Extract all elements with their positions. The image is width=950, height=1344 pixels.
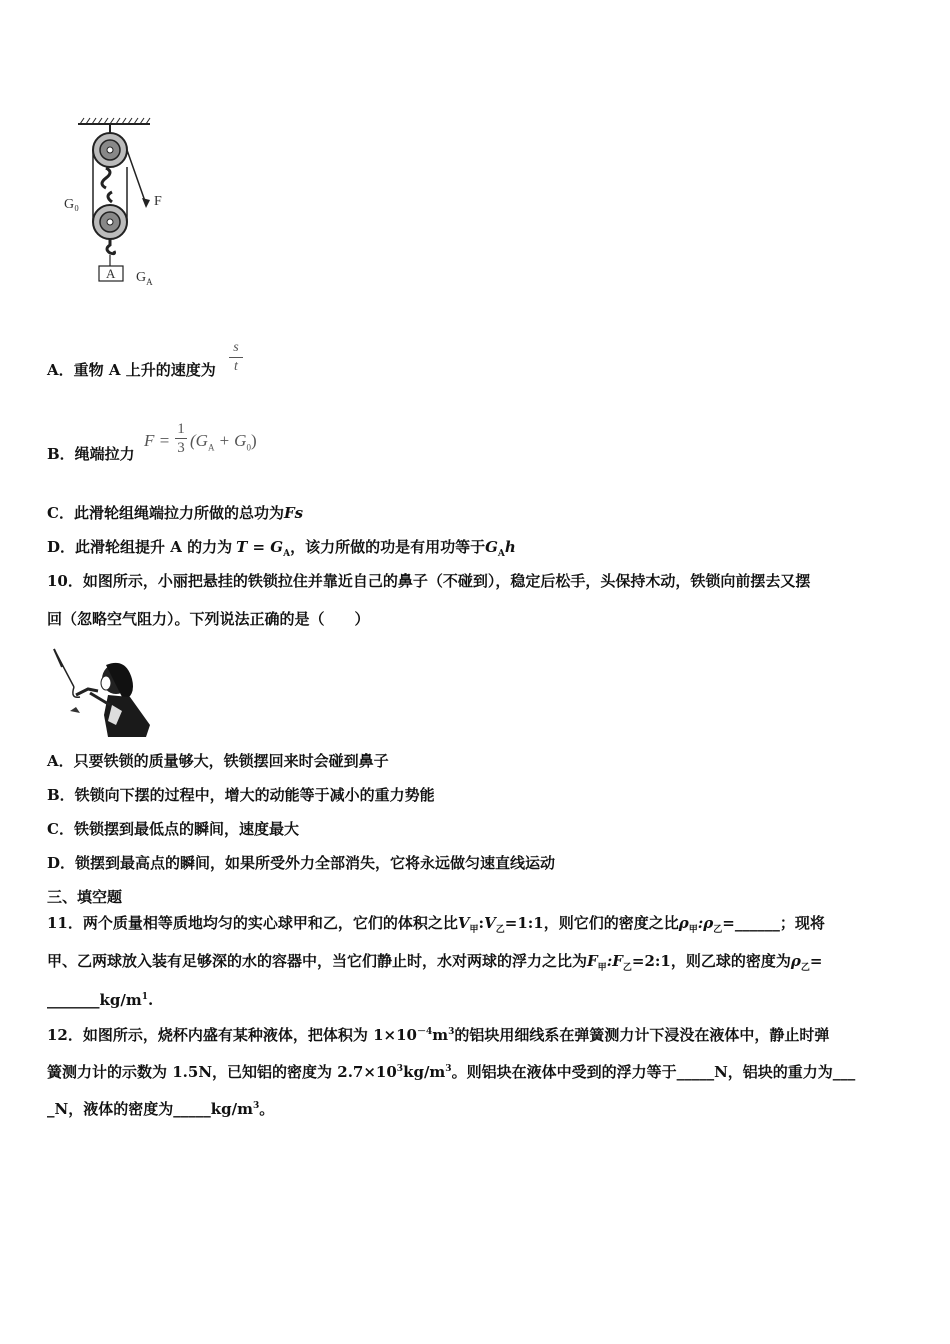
label-ga (136, 270, 153, 287)
fraction-denominator: t (234, 359, 238, 374)
q11-l1-b: =1:1，则它们的密度之比 (504, 914, 679, 932)
girl-pendulum-drawing (48, 645, 156, 740)
q12-line2 (47, 1059, 855, 1082)
q12-l3-b: 。 (259, 1100, 275, 1118)
q11-l2-b: =2:1，则乙球的密度为 (631, 952, 791, 970)
q12-l2-sup2: 3 (445, 1064, 452, 1074)
fraction-s-over-t (229, 340, 243, 375)
q11-l1-v2: V (484, 914, 496, 932)
q12-l1-sup2: 3 (448, 1027, 455, 1037)
q10-stem-line1: 10．如图所示，小丽把悬挂的铁锁拉住并靠近自己的鼻子（不碰到），稳定后松手，头保持木动，铁锁向前摆去又摆 (47, 572, 811, 590)
q10-stem-line2: 回（忽略空气阻力）。下列说法正确的是（ ） (47, 610, 370, 628)
fraction-bar (229, 357, 243, 358)
q11-line3 (47, 987, 153, 1010)
q11-l1-yi2: 乙 (713, 925, 723, 935)
q12-l1-a: 12．如图所示，烧杯内盛有某种液体，把体积为 1×10 (47, 1026, 417, 1044)
q11-l2-f2: :F (606, 952, 623, 970)
pulley-figure (58, 112, 178, 292)
q9-option-d-mid: ，该力所做的功是有用功等于 (290, 538, 486, 556)
pendulum-lock-figure (48, 645, 156, 740)
q12-l1-c: 的铝块用细线系在弹簧测力计下浸没在液体中，静止时弹 (454, 1026, 830, 1044)
formula-sub-0: 0 (246, 442, 251, 453)
q11-line2 (47, 951, 822, 978)
formula-rhs-open: (G (190, 431, 208, 450)
formula-close: ) (250, 431, 257, 450)
q9-option-d-end-g: G (485, 538, 498, 556)
formula-frac (175, 420, 187, 457)
formula-frac-num: 1 (177, 421, 185, 437)
q11-l1-jia: 甲 (469, 925, 479, 935)
formula-lhs: F = (144, 431, 171, 450)
q11-l1-a: 11．两个质量相等质地均匀的实心球甲和乙，它们的体积之比 (47, 914, 458, 932)
q9-option-d-pre: D．此滑轮组提升 A 的力为 (47, 538, 233, 556)
q11-l2-jia: 甲 (597, 963, 607, 973)
q11-l2-f: F (587, 952, 598, 970)
q12-l1-b: m (432, 1026, 449, 1044)
q9-option-b-text: B．绳端拉力 (47, 445, 135, 463)
q11-l1-yi: 乙 (495, 925, 505, 935)
formula-sub-a: A (207, 442, 215, 453)
q11-l1-rho: ρ (678, 914, 689, 932)
q9-option-c-var: Fs (283, 504, 304, 522)
q9-option-a (47, 360, 216, 380)
q12-line1 (47, 1022, 829, 1045)
q9-option-c (47, 503, 303, 523)
q11-l2-rho: ρ (790, 952, 801, 970)
formula-frac-den: 3 (177, 440, 185, 456)
q11-l1-c: =______；现将 (722, 914, 825, 932)
q9-option-d (47, 537, 516, 564)
q12-line3 (47, 1096, 274, 1119)
q10-option-b: B．铁锁向下摆的过程中，增大的动能等于减小的重力势能 (47, 786, 435, 804)
q10-option-d: D．锁摆到最高点的瞬间，如果所受外力全部消失，它将永远做匀速直线运动 (47, 854, 556, 872)
q11-l3: _______kg/m (47, 991, 142, 1009)
q11-l2-c: = (809, 952, 823, 970)
q9-option-a-text: A．重物 A 上升的速度为 (47, 361, 216, 379)
q9-option-d-eq-main: T = G (236, 538, 284, 556)
q12-l1-sup1: －4 (416, 1027, 433, 1037)
q11-l1-jia2: 甲 (688, 925, 698, 935)
section-title: 三、填空题 (47, 888, 123, 906)
q12-l2-a: 簧测力计的示数为 1.5N，已知铝的密度为 2.7×10 (47, 1063, 397, 1081)
formula-rhs (190, 431, 257, 452)
q11-l3-end: . (148, 991, 154, 1009)
q9-option-d-eq (236, 538, 291, 559)
q11-l2-yi: 乙 (622, 963, 632, 973)
q12-l2-c: 。则铝块在液体中受到的浮力等于_____N，铝块的重力为___ (451, 1063, 856, 1081)
formula-plus-g: + G (218, 431, 247, 450)
q11-l2-yi2: 乙 (800, 963, 810, 973)
label-f: F (154, 194, 162, 209)
q9-option-d-end-sub: A (497, 549, 505, 559)
q9-option-d-end (485, 538, 516, 559)
q11-l1-colon: : (478, 914, 485, 932)
q11-l2-a: 甲、乙两球放入装有足够深的水的容器中，当它们静止时，水对两球的浮力之比为 (47, 952, 588, 970)
label-ga-main: G (136, 270, 147, 285)
q9-option-d-end-h: h (504, 538, 516, 556)
q11-l3-sup: 1 (141, 992, 148, 1002)
q9-option-c-text: C．此滑轮组绳端拉力所做的总功为 (47, 504, 284, 522)
q11-l1-v: V (457, 914, 470, 932)
q11-line1 (47, 913, 825, 940)
q10-option-c: C．铁锁摆到最低点的瞬间，速度最大 (47, 820, 299, 838)
q12-l3-sup: 3 (252, 1101, 260, 1111)
q12-l3-a: _N，液体的密度为_____kg/m (47, 1100, 253, 1118)
fraction-numerator: s (233, 340, 239, 355)
q12-l2-b: kg/m (403, 1063, 446, 1081)
q9-option-b (47, 444, 135, 464)
q9-option-d-eq-sub: A (283, 549, 291, 559)
q10-option-a: A．只要铁锁的质量够大，铁锁摆回来时会碰到鼻子 (47, 752, 389, 770)
label-ga-sub: A (146, 276, 153, 287)
q11-l1-rho2: :ρ (697, 914, 714, 932)
q12-l2-sup1: 3 (396, 1064, 404, 1074)
label-a: A (106, 266, 116, 281)
label-g0: G₀ (64, 197, 79, 212)
